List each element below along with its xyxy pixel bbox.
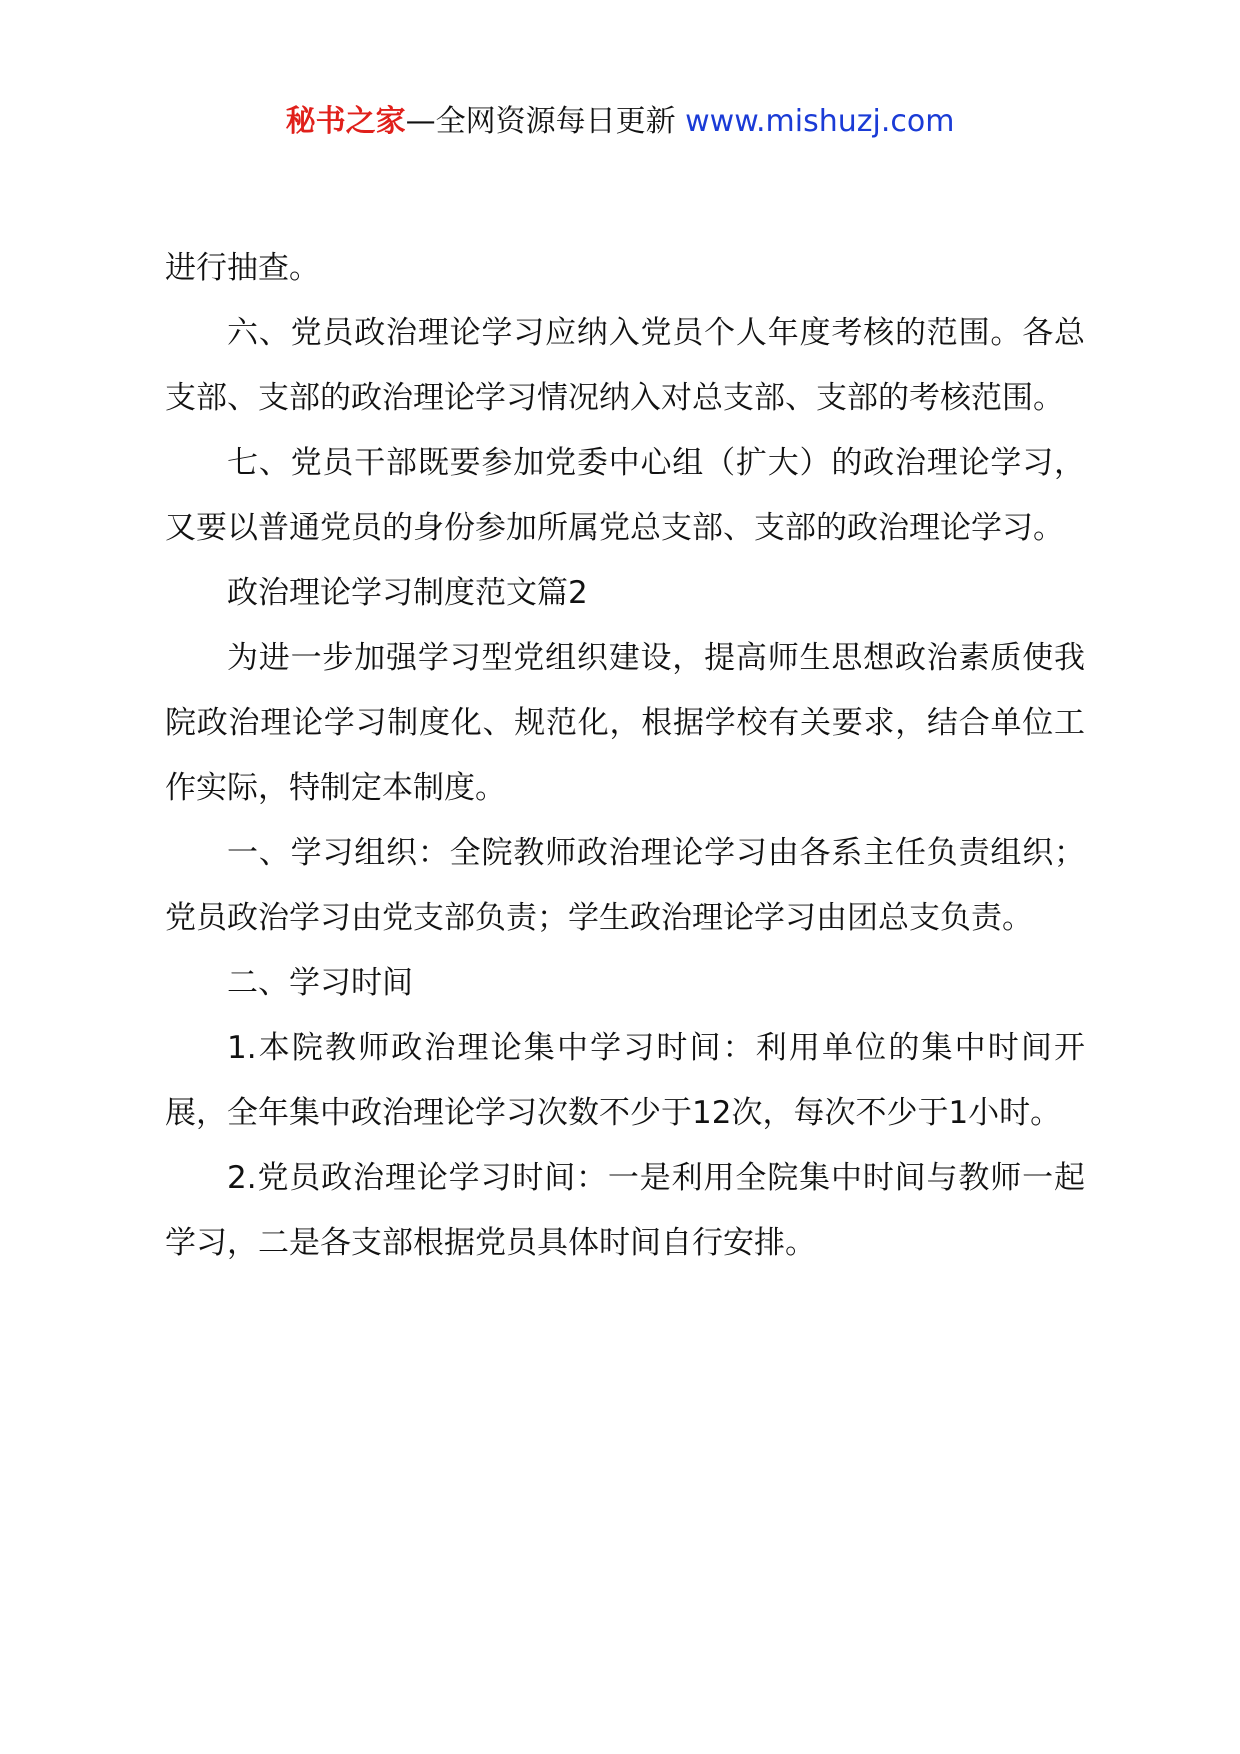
section-title: 政治理论学习制度范文篇2 [227,575,588,611]
paragraph-subitem-2: 2.党员政治理论学习时间：一是利用全院集中时间与教师一起学习，二是各支部根据党员具体时间自行安排。 [165,1160,1085,1261]
site-tagline: —全网资源每日更新 [405,104,676,139]
paragraph-item-one: 一、学习组织：全院教师政治理论学习由各系主任负责组织；党员政治学习由党支部负责；学生政治理论学习由团总支负责。 [165,835,1085,936]
site-url-link[interactable]: www.mishuzj.com [685,104,955,139]
paragraph-continuation: 进行抽查。 [165,250,320,286]
paragraph-item-two-heading: 二、学习时间 [227,965,413,1001]
paragraph-subitem-1: 1.本院教师政治理论集中学习时间：利用单位的集中时间开展，全年集中政治理论学习次数不少于12次，每次不少于1小时。 [165,1030,1085,1131]
document-body [165,236,1085,1276]
paragraph-intro: 为进一步加强学习型党组织建设，提高师生思想政治素质使我院政治理论学习制度化、规范化，根据学校有关要求，结合单位工作实际，特制定本制度。 [165,640,1085,806]
site-brand: 秘书之家 [285,104,406,139]
paragraph-item-seven: 七、党员干部既要参加党委中心组（扩大）的政治理论学习，又要以普通党员的身份参加所属党总支部、支部的政治理论学习。 [165,445,1085,546]
paragraph-item-six: 六、党员政治理论学习应纳入党员个人年度考核的范围。各总支部、支部的政治理论学习情况纳入对总支部、支部的考核范围。 [165,315,1085,416]
page-header [0,100,1240,144]
